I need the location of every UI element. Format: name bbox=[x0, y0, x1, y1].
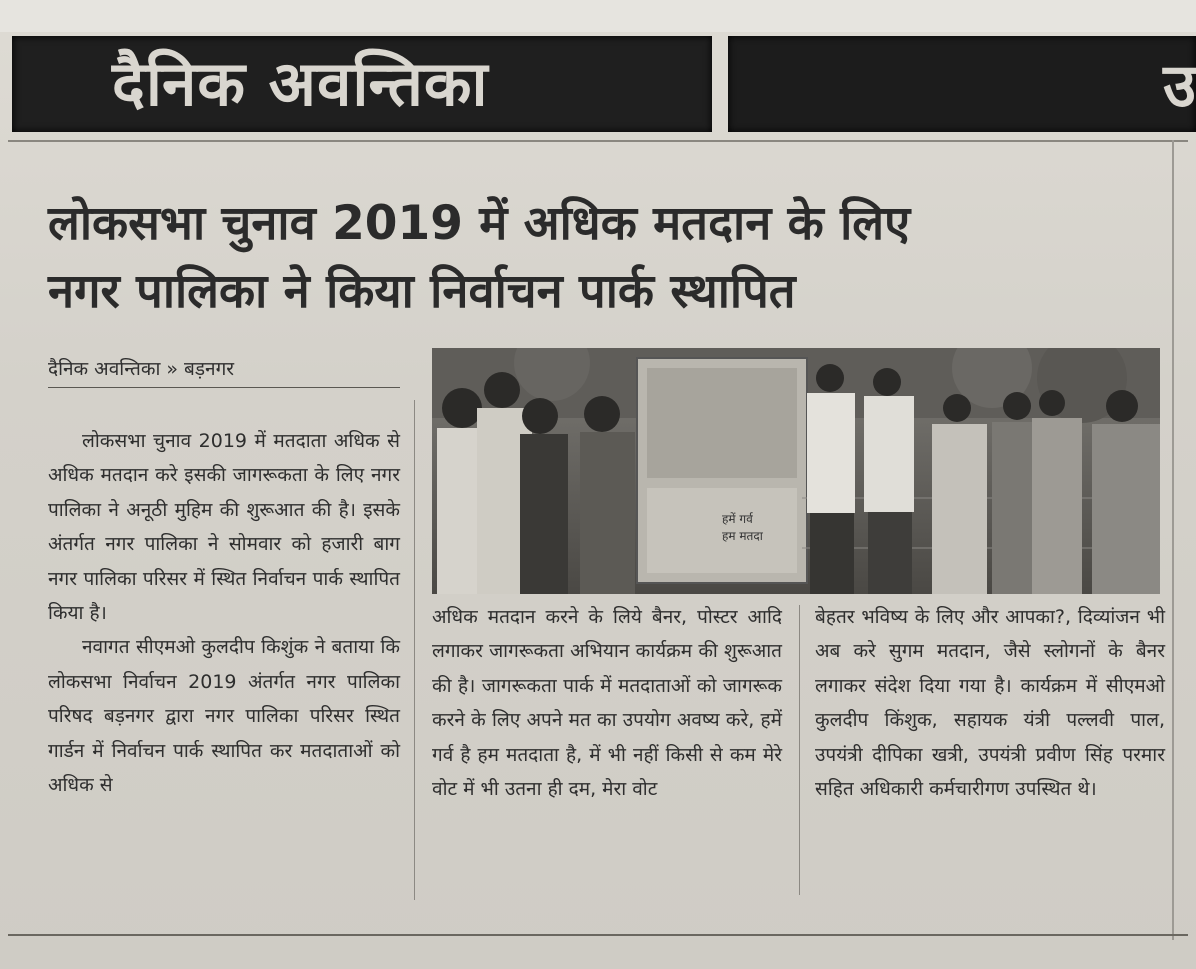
column-divider-1 bbox=[414, 400, 415, 900]
byline bbox=[48, 356, 234, 382]
masthead-right-banner bbox=[728, 36, 1196, 132]
article-column-1 bbox=[48, 424, 400, 802]
masthead-title: दैनिक अवन्तिका bbox=[112, 47, 489, 120]
headline-line-2: नगर पालिका ने किया निर्वाचन पार्क स्थापित bbox=[48, 264, 796, 319]
page-top-margin bbox=[0, 0, 1196, 32]
headline-line-1: लोकसभा चुनाव 2019 में अधिक मतदान के लिए bbox=[48, 196, 911, 251]
byline-source: दैनिक अवन्तिका bbox=[48, 358, 161, 380]
column2-paragraph: अधिक मतदान करने के लिये बैनर, पोस्टर आदि लगाकर जागरूकता अभियान कार्यक्रम की शुरूआत की है। जागरूकता पार्क में मतदाताओं को जागरूक करने के लिए अपने मत का उपयोग अवष्य करे, हमें गर्व है हम मतदाता है, में भी नहीं किसी से कम मेरे वोट में भी उतना ही दम, मेरा वोट bbox=[432, 606, 782, 801]
banner-text-1: हमें गर्व bbox=[722, 512, 753, 526]
page-right-rule bbox=[1172, 140, 1174, 940]
byline-underline bbox=[48, 387, 400, 388]
byline-place: बड़नगर bbox=[184, 358, 235, 380]
article-headline bbox=[48, 190, 1158, 326]
column1-paragraph-2: नवागत सीएमओ कुलदीप किशुंक ने बताया कि लोकसभा निर्वाचन 2019 अंतर्गत नगर पालिका परिषद बड़नगर द्वारा नगर पालिका परिसर स्थित गार्डन में निर्वाचन पार्क स्थापित कर मतदाताओं को अधिक से bbox=[48, 636, 400, 797]
column-divider-2 bbox=[799, 605, 800, 895]
column1-paragraph-1: लोकसभा चुनाव 2019 में मतदाता अधिक से अधिक मतदान करे इसकी जागरूकता के लिए नगर पालिका ने अनूठी मुहिम की शुरूआत की है। इसके अंतर्गत नगर पालिका ने सोमवार को हजारी बाग नगर पालिका परिसर में स्थित निर्वाचन पार्क स्थापित किया है। bbox=[48, 430, 400, 625]
article-column-2 bbox=[432, 600, 782, 806]
masthead-rule bbox=[8, 140, 1188, 142]
banner-text-2: हम मतदा bbox=[722, 529, 763, 543]
masthead-right-fragment: उ bbox=[1163, 51, 1196, 121]
article-column-3 bbox=[815, 600, 1165, 806]
people-left-group bbox=[437, 372, 635, 594]
event-photo-image bbox=[432, 348, 1160, 594]
column3-paragraph: बेहतर भविष्य के लिए और आपका?, दिव्यांजन भी अब करे सुगम मतदान, जैसे स्लोगनों के बैनर लगाकर संदेश दिया गया है। कार्यक्रम में सीएमओ कुलदीप किंशुक, सहायक यंत्री पल्लवी पाल, उपयंत्री दीपिका खत्री, उपयंत्री प्रवीण सिंह परमार सहित अधिकारी कर्मचारीगण उपस्थित थे। bbox=[815, 606, 1165, 801]
byline-separator: » bbox=[166, 358, 179, 380]
event-photo bbox=[432, 348, 1160, 594]
masthead-banner bbox=[12, 36, 712, 132]
page-bottom-rule bbox=[8, 934, 1188, 936]
